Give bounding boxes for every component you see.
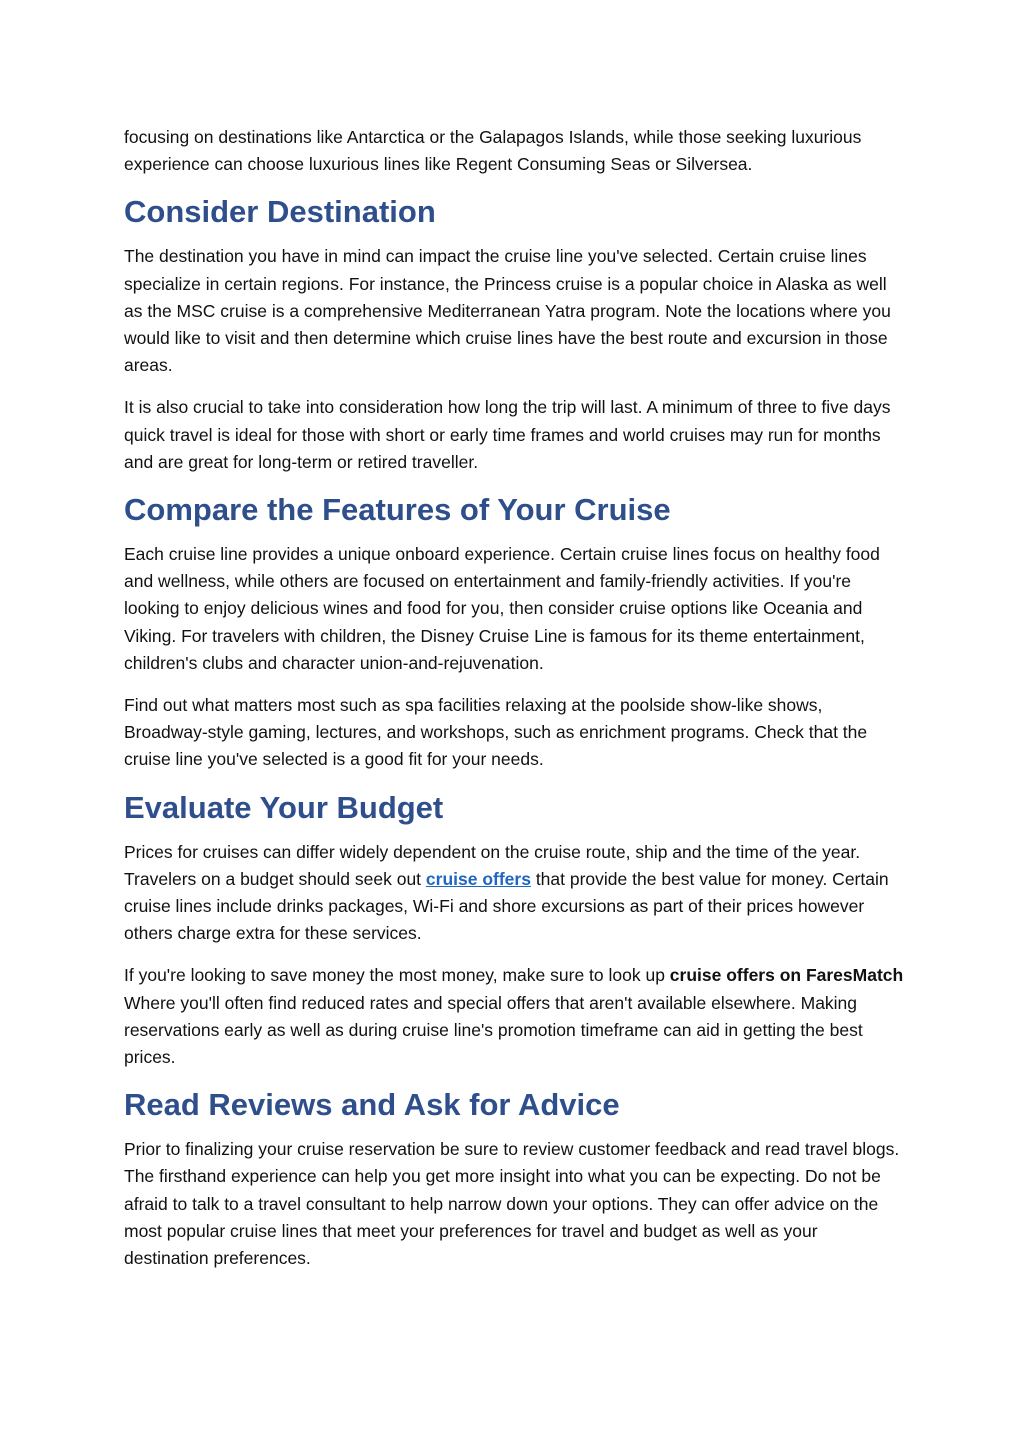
heading-evaluate-budget: Evaluate Your Budget: [124, 789, 444, 825]
paragraph: Find out what matters most such as spa facilities relaxing at the poolside show-like shows, Broadway-style gaming, lectures, and workshops, such as enrichment programs. Check that the cruise line you've selected is a good fit for your needs.: [124, 695, 868, 770]
heading-read-reviews: Read Reviews and Ask for Advice: [124, 1087, 620, 1123]
paragraph-with-link: [124, 839, 904, 948]
heading-consider-destination: Consider Destination: [124, 194, 436, 230]
paragraph: It is also crucial to take into consideration how long the trip will last. A minimum of three to five days quick travel is ideal for those with short or early time frames and world cruises may run for months and are great for long-term or retired traveller.: [124, 397, 891, 472]
paragraph: Each cruise line provides a unique onboard experience. Certain cruise lines focus on healthy food and wellness, while others are focused on entertainment and family-friendly activities. If you're looking to enjoy delicious wines and food for you, then consider cruise options like Oceania and Viking. For travelers with children, the Disney Cruise Line is famous for its theme entertainment, children's clubs and character union-and-rejuvenation.: [124, 544, 880, 673]
paragraph: Prior to finalizing your cruise reservation be sure to review customer feedback and read travel blogs. The firsthand experience can help you get more insight into what you can be expecting. Do not be afraid to talk to a travel consultant to help narrow down your options. They can offer advice on the most popular cruise lines that meet your preferences for travel and budget as well as your destination preferences.: [124, 1139, 900, 1269]
paragraph: The destination you have in mind can impact the cruise line you've selected. Certain cruise lines specialize in certain regions. For instance, the Princess cruise is a popular choice in Alaska as well as the MSC cruise is a comprehensive Mediterranean Yatra program. Note the locations where you would like to visit and then determine which cruise lines have the best route and excursion in those areas.: [124, 246, 891, 376]
document-page: [124, 124, 904, 1287]
paragraph-with-bold: [124, 962, 904, 1071]
cruise-offers-link[interactable]: cruise offers: [425, 868, 531, 889]
intro-paragraph: focusing on destinations like Antarctica or the Galapagos Islands, while those seeking luxurious experience can choose luxurious lines like Regent Consuming Seas or Silversea.: [124, 127, 862, 175]
paragraph-text: that provide the best value for money. Certain cruise lines include drinks packages, Wi-Fi and shore excursions as part of their prices however others charge extra for these services.: [124, 868, 889, 944]
paragraph-text: Prices for cruises can differ widely dependent on the cruise route, ship and the time of the year. Travelers on a budget should seek out: [124, 841, 861, 889]
paragraph-text: Where you'll often find reduced rates and special offers that aren't available elsewhere. Making reservations early as well as during cruise line's promotion timeframe can aid in getting the best prices.: [124, 992, 863, 1068]
bold-text: cruise offers on FaresMatch: [669, 965, 904, 986]
heading-compare-features: Compare the Features of Your Cruise: [124, 492, 671, 528]
paragraph-text: If you're looking to save money the most money, make sure to look up: [124, 965, 670, 986]
